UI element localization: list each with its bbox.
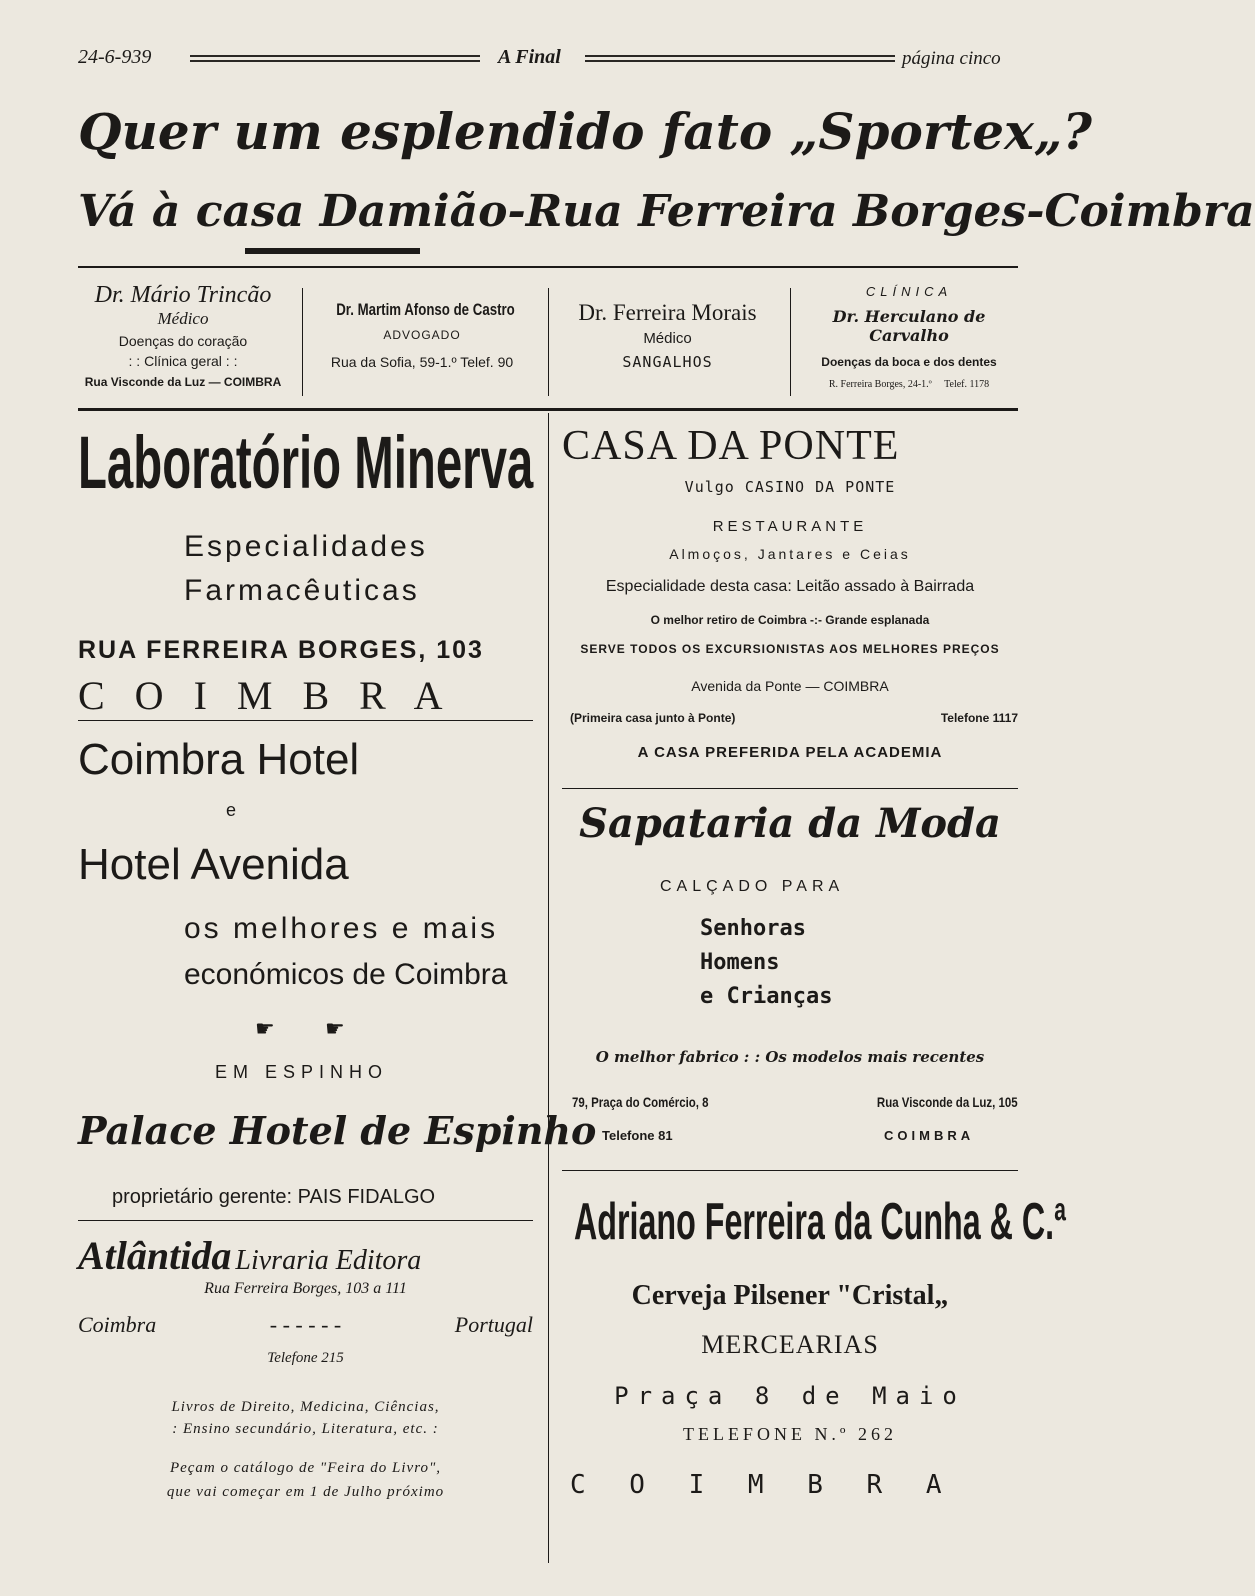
- morais-role: Médico: [643, 330, 692, 347]
- card-trincao: [78, 282, 288, 389]
- ponte-contact: [570, 711, 1018, 725]
- ponte-alias: Vulgo CASINO DA PONTE: [684, 478, 896, 496]
- newspaper-name: A Final: [498, 46, 561, 68]
- clinica-title: CLÍNICA: [865, 284, 953, 299]
- minerva-city: C O I M B R A: [78, 673, 453, 718]
- banner-line2: Vá à casa Damião-Rua Ferreira Borges-Coimbra: [78, 186, 1255, 237]
- hotel-espinho: EM ESPINHO: [215, 1062, 389, 1082]
- card-castro: [312, 300, 532, 370]
- atlantida-country: Portugal: [454, 1312, 533, 1337]
- header-rule-left: [190, 55, 480, 62]
- palace-hotel: Palace Hotel de Espinho: [78, 1108, 597, 1153]
- clinica-name: Dr. Herculano de Carvalho: [832, 307, 986, 345]
- clinica-specialty: Doenças da boca e dos dentes: [821, 355, 997, 369]
- castro-name: Dr. Martim Afonso de Castro: [336, 300, 515, 319]
- atlantida-address: Rua Ferreira Borges, 103 a 111: [204, 1280, 407, 1297]
- header-rule-right: [585, 55, 895, 62]
- banner-underline: [245, 248, 420, 254]
- trincao-address: Rua Visconde da Luz — COIMBRA: [84, 375, 282, 389]
- sapataria-addr2: Rua Visconde da Luz, 105: [877, 1094, 1018, 1110]
- hotel-tag1: os melhores e mais: [184, 912, 499, 945]
- hotel-tag2: económicos de Coimbra: [184, 958, 508, 991]
- card-divider-3: [790, 288, 791, 396]
- card-morais: [555, 300, 780, 371]
- clinica-address: R. Ferreira Borges, 24-1.º: [828, 379, 932, 390]
- atlantida-ask2: que vai começar em 1 de Julho próximo: [166, 1484, 445, 1500]
- column-divider: [548, 413, 549, 1563]
- sapataria-city: COIMBRA: [884, 1128, 975, 1143]
- atlantida-subtitle: Livraria Editora: [235, 1245, 422, 1276]
- adriano-city: C O I M B R A: [570, 1470, 956, 1500]
- trincao-name: Dr. Mário Trincão: [94, 282, 272, 308]
- atlantida-city: Coimbra: [78, 1312, 157, 1337]
- hotel-and: e: [226, 800, 237, 820]
- ponte-address: Avenida da Ponte — COIMBRA: [691, 678, 889, 694]
- adriano-phone: TELEFONE N.º 262: [682, 1424, 898, 1444]
- hotel-avenida: Hotel Avenida: [78, 840, 349, 889]
- ponte-meals: Almoços, Jantares e Ceias: [669, 546, 911, 562]
- atlantida-books1: Livros de Direito, Medicina, Ciências,: [171, 1399, 440, 1415]
- adriano-shop: MERCEARIAS: [701, 1330, 879, 1359]
- clinica-phone: Telef. 1178: [944, 379, 990, 390]
- sapataria-item1: Senhoras: [700, 916, 806, 941]
- castro-address: Rua da Sofia, 59-1.º Telef. 90: [330, 354, 514, 370]
- ponte-preferred: A CASA PREFERIDA PELA ACADEMIA: [637, 744, 943, 761]
- sapataria-item3: e Crianças: [700, 984, 833, 1009]
- atlantida-phone: Telefone 215: [267, 1350, 344, 1366]
- adriano-beer: Cerveja Pilsener "Cristal„: [631, 1280, 949, 1311]
- morais-place: SANGALHOS: [622, 353, 713, 371]
- adriano-title: Adriano Ferreira da Cunha & C.ª: [574, 1193, 1067, 1251]
- ponte-near: (Primeira casa junto à Ponte): [570, 711, 736, 725]
- minerva-ad: [78, 421, 538, 504]
- ponte-specialty: Especialidade desta casa: Leitão assado à Bairrada: [605, 578, 975, 595]
- sapataria-phone: Telefone 81: [602, 1128, 673, 1143]
- banner-line1: Quer um esplendido fato „Sportex„?: [78, 102, 1092, 161]
- atlantida-dashes: - - - - - -: [269, 1312, 342, 1337]
- castro-role: ADVOGADO: [383, 328, 461, 342]
- sapataria-rule: [562, 1170, 1018, 1171]
- hotel-coimbra: Coimbra Hotel: [78, 735, 360, 784]
- cards-bottom-rule: [78, 408, 1018, 411]
- hand-pointer-icon-1: ☛: [255, 1016, 275, 1041]
- page-number: página cinco: [902, 48, 1001, 69]
- atlantida-books: [78, 1396, 533, 1440]
- ponte-title: CASA DA PONTE: [562, 423, 900, 469]
- adriano-square: Praça 8 de Maio: [614, 1382, 966, 1410]
- sapataria-addresses: [572, 1094, 1018, 1110]
- trincao-line1: Doenças do coração: [118, 333, 248, 349]
- hand-pointer-icon-2: ☛: [325, 1016, 345, 1041]
- atlantida-heading: [78, 1232, 421, 1279]
- trincao-line2: : : Clínica geral : :: [128, 353, 238, 369]
- sapataria-item2: Homens: [700, 950, 780, 975]
- ponte-best: O melhor retiro de Coimbra -:- Grande esplanada: [650, 613, 930, 627]
- sapataria-addr1: 79, Praça do Comércio, 8: [572, 1094, 709, 1110]
- minerva-line1: Especialidades: [184, 530, 428, 563]
- card-divider-1: [302, 288, 303, 396]
- hotel-rule: [78, 1220, 533, 1221]
- adriano-wrap: [574, 1193, 1067, 1251]
- trincao-role: Médico: [157, 309, 209, 328]
- minerva-rule: [78, 720, 533, 721]
- minerva-title: Laboratório Minerva: [78, 421, 534, 504]
- minerva-line2: Farmacêuticas: [184, 574, 420, 607]
- atlantida-books2: : Ensino secundário, Literatura, etc. :: [172, 1421, 439, 1437]
- ponte-type: RESTAURANTE: [712, 518, 868, 535]
- morais-name: Dr. Ferreira Morais: [578, 300, 757, 325]
- card-divider-2: [548, 288, 549, 396]
- banner-rule: [78, 266, 1018, 268]
- ponte-phone: Telefone 1117: [940, 711, 1018, 725]
- atlantida-title: Atlântida: [78, 1233, 232, 1278]
- atlantida-ask: [78, 1456, 533, 1504]
- sapataria-slogan: O melhor fabrico : : Os modelos mais recentes: [595, 1048, 985, 1066]
- ponte-rule: [562, 788, 1018, 789]
- hotel-owner: proprietário gerente: PAIS FIDALGO: [112, 1186, 436, 1208]
- atlantida-ask1: Peçam o catálogo de "Feira do Livro",: [169, 1460, 442, 1476]
- card-clinica: [798, 284, 1020, 390]
- ponte-serve: SERVE TODOS OS EXCURSIONISTAS AOS MELHORES PREÇOS: [580, 642, 1000, 656]
- sapataria-title: Sapataria da Moda: [579, 800, 1001, 847]
- sapataria-for: CALÇADO PARA: [660, 878, 845, 895]
- atlantida-location: [78, 1312, 533, 1338]
- minerva-street: RUA FERREIRA BORGES, 103: [78, 636, 484, 664]
- issue-date: 24-6-939: [78, 46, 152, 68]
